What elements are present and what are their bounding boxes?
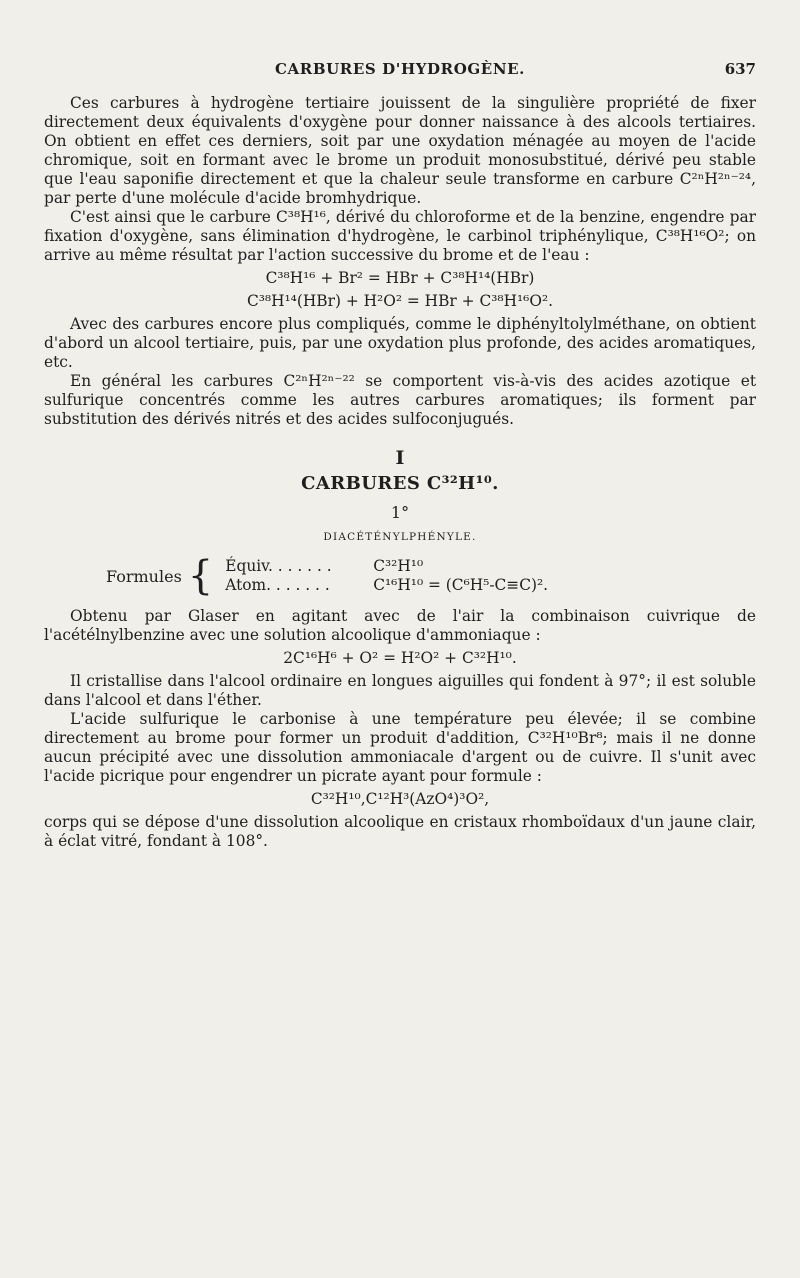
subsection-number: 1° xyxy=(390,503,410,522)
page-number: 637 xyxy=(724,60,756,78)
paragraph-3: Avec des carbures encore plus compliqués, comme le diphényltolylméthane, on obtient d'abord un alcool tertiaire, puis, par une oxydation plus profonde, des acides aromatiques, etc. xyxy=(44,315,756,371)
equation-4: C³²H¹⁰,C¹²H³(AzO⁴)³O², xyxy=(310,790,490,808)
paragraph-2: C'est ainsi que le carbure C³⁸H¹⁶, dérivé du chloroforme et de la benzine, engendre par fixation d'oxygène, sans élimination d'hydrogène, le carbinol triphénylique, C³⁸H¹⁶O²; on arrive au même résultat par l'action successive du brome et de l'eau : xyxy=(44,208,756,264)
formulas-label: Formules xyxy=(106,566,182,586)
brace-glyph: { xyxy=(187,553,214,599)
formula-key: Atom. . . . . . . xyxy=(225,576,330,594)
running-header xyxy=(0,60,800,90)
equation-1: C³⁸H¹⁶ + Br² = HBr + C³⁸H¹⁴(HBr) xyxy=(265,269,535,287)
formula-value: C³²H¹⁰ xyxy=(373,557,424,575)
running-title: CARBURES D'HYDROGÈNE. xyxy=(275,60,525,78)
formula-row xyxy=(221,557,552,576)
paragraph-4: En général les carbures C²ⁿH²ⁿ⁻²² se comportent vis-à-vis des acides azotique et sulfurique concentrés comme les autres carbures aromatiques; ils forment par substitution des dérivés nitrés et des acides sulfoconjugués. xyxy=(44,372,756,428)
formula-row xyxy=(221,576,552,595)
equation-3: 2C¹⁶H⁶ + O² = H²O² + C³²H¹⁰. xyxy=(283,649,517,667)
formulas-table xyxy=(221,557,552,595)
paragraph-8: corps qui se dépose d'une dissolution alcoolique en cristaux rhomboïdaux d'un jaune clair, à éclat vitré, fondant à 108°. xyxy=(44,813,756,850)
section-title: CARBURES C³²H¹⁰. xyxy=(301,473,499,494)
page-body xyxy=(44,94,756,851)
section-roman-numeral: I xyxy=(395,447,405,469)
formula-key: Équiv. . . . . . . xyxy=(225,557,332,575)
paragraph-7: L'acide sulfurique le carbonise à une température peu élevée; il se combine directement au brome pour former un produit d'addition, C³²H¹⁰Br⁸; mais il ne donne aucun précipité avec une dissolution ammoniacale d'argent ou de cuivre. Il s'unit avec l'acide picrique pour engendrer un picrate ayant pour formule : xyxy=(44,710,756,785)
subsection-title: DIACÉTÉNYLPHÉNYLE. xyxy=(323,531,477,543)
paragraph-1: Ces carbures à hydrogène tertiaire jouissent de la singulière propriété de fixer directement deux équivalents d'oxygène pour donner naissance à des alcools tertiaires. On obtient en effet ces derniers, soit par une oxydation ménagée au moyen de l'acide chromique, soit en formant avec le brome un produit monosubstitué, dérivé peu stable que l'eau saponifie directement et que la chaleur seule transforme en carbure C²ⁿH²ⁿ⁻²⁴, par perte d'une molécule d'acide bromhydrique. xyxy=(44,94,756,207)
formulas-block xyxy=(106,553,756,599)
equation-2: C³⁸H¹⁴(HBr) + H²O² = HBr + C³⁸H¹⁶O². xyxy=(246,292,554,310)
paragraph-6: Il cristallise dans l'alcool ordinaire en longues aiguilles qui fondent à 97°; il est soluble dans l'alcool et dans l'éther. xyxy=(44,672,756,709)
paragraph-5: Obtenu par Glaser en agitant avec de l'air la combinaison cuivrique de l'acétélnylbenzine avec une solution alcoolique d'ammoniaque : xyxy=(44,607,756,644)
formula-value: C¹⁶H¹⁰ = (C⁶H⁵-C≡C)². xyxy=(373,576,549,594)
